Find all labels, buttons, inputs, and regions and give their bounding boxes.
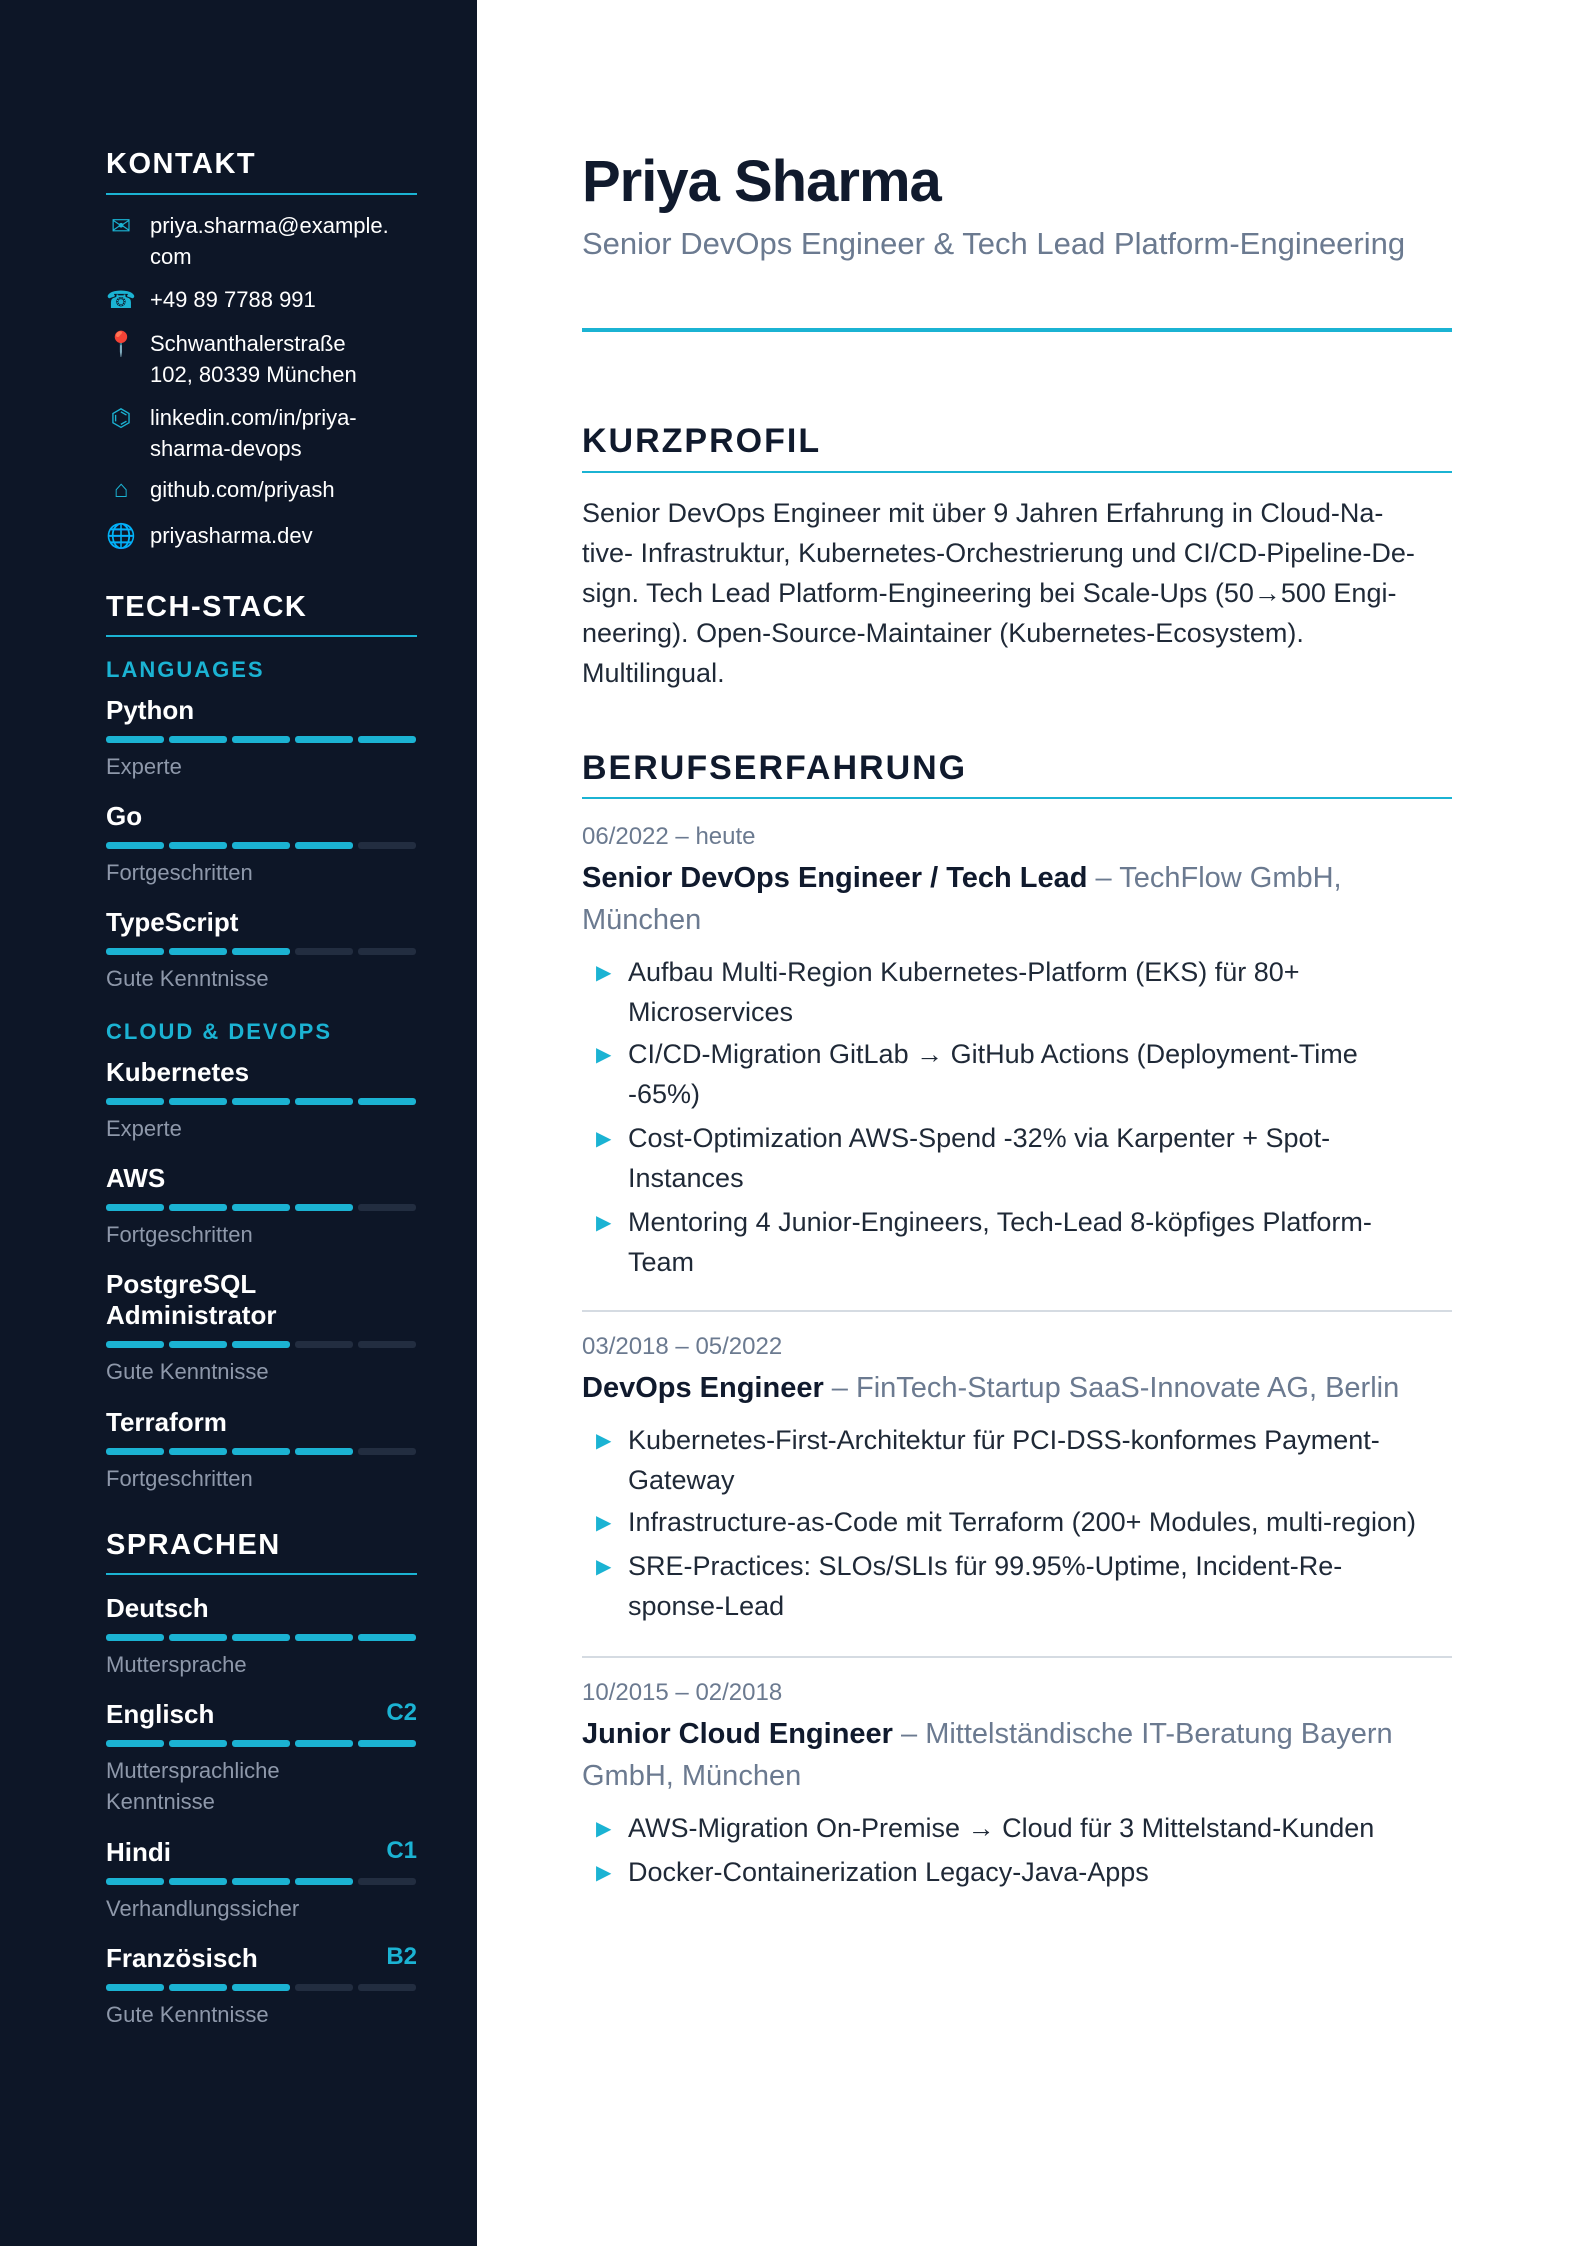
bullet-triangle-icon: ▶ [596, 1556, 612, 1578]
skill-name: Terraform [106, 1407, 227, 1437]
skill-level-text: Gute Kenntnisse [106, 1359, 269, 1384]
job-role: Junior Cloud Engineer [582, 1718, 893, 1750]
github-icon: ⌂ [113, 476, 129, 503]
skill-bar-segment [232, 1740, 290, 1747]
skill-bar-segment [169, 1878, 227, 1885]
location-pin-icon: 📍 [106, 331, 136, 358]
skill-bar-segment [295, 1878, 353, 1885]
contact-text: linkedin.com/in/priya- sharma-devops [150, 405, 357, 461]
skill-level-text: Experte [106, 754, 182, 779]
bullet-text: Kubernetes-First-Architektur für PCI-DSS-konformes Payment- Gateway [628, 1425, 1380, 1495]
bullet-triangle-icon: ▶ [596, 1818, 612, 1840]
job-date: 03/2018 – 05/2022 [582, 1333, 783, 1360]
bullet-text: Cost-Optimization AWS-Spend -32% via Karpenter + Spot- Instances [628, 1123, 1331, 1193]
skill-bar-segment [358, 1341, 416, 1348]
languages-subheading: LANGUAGES [106, 657, 265, 682]
sidebar [0, 0, 477, 2246]
linkedin-icon: ⌬ [110, 405, 132, 432]
bullet-triangle-icon: ▶ [596, 1430, 612, 1452]
skill-bar-segment [358, 1634, 416, 1641]
skill-level-text: Gute Kenntnisse [106, 966, 269, 991]
skill-level-bar [106, 1204, 417, 1211]
phone-icon: ☎ [106, 287, 136, 314]
skill-bar-segment [169, 1448, 227, 1455]
skill-bar-segment [169, 1341, 227, 1348]
contact-text: priya.sharma@example. com [150, 213, 389, 269]
skill-bar-segment [106, 1341, 164, 1348]
job-date: 06/2022 – heute [582, 823, 756, 850]
skill-level-bar [106, 1740, 417, 1747]
skill-bar-segment [358, 1984, 416, 1991]
profile-heading: KURZPROFIL [582, 422, 822, 460]
skill-level-text: Experte [106, 1116, 182, 1141]
job-separator [582, 1656, 1452, 1658]
skill-bar-segment [295, 1448, 353, 1455]
bullet-text: Mentoring 4 Junior-Engineers, Tech-Lead 8-köpfiges Platform- Team [628, 1207, 1372, 1277]
skill-level-text: Fortgeschritten [106, 1222, 253, 1247]
skill-level-bar [106, 842, 417, 849]
envelope-icon: ✉ [110, 213, 132, 240]
contact-text: github.com/priyash [150, 477, 335, 502]
skill-bar-segment [295, 1634, 353, 1641]
skill-bar-segment [358, 1740, 416, 1747]
language-level-badge: B2 [386, 1943, 417, 1970]
skill-bar-segment [358, 1878, 416, 1885]
techstack-heading: TECH-STACK [106, 591, 308, 623]
contact-text: priyasharma.dev [150, 523, 313, 548]
job-company: – FinTech-Startup SaaS-Innovate AG, Berlin [823, 1372, 1400, 1404]
skill-bar-segment [295, 1984, 353, 1991]
skill-level-bar [106, 1098, 417, 1105]
skill-bar-segment [106, 1634, 164, 1641]
skill-bar-segment [169, 1634, 227, 1641]
skill-level-text: Fortgeschritten [106, 860, 253, 885]
bullet-text: Infrastructure-as-Code mit Terraform (200+ Modules, multi-region) [628, 1507, 1417, 1537]
skill-bar-segment [106, 1448, 164, 1455]
contact-text: Schwanthalerstraße 102, 80339 München [150, 331, 357, 387]
skill-item [106, 801, 417, 885]
job-title [582, 1367, 1452, 1409]
header-divider [582, 328, 1452, 332]
bullet-triangle-icon: ▶ [596, 1512, 612, 1534]
bullet-triangle-icon: ▶ [596, 962, 612, 984]
headline: Senior DevOps Engineer & Tech Lead Platform-Engineering [582, 226, 1406, 261]
contact-text: +49 89 7788 991 [150, 287, 316, 312]
skill-level-bar [106, 1634, 417, 1641]
job-title [582, 1713, 1452, 1797]
skill-bar-segment [295, 1341, 353, 1348]
skill-bar-segment [295, 736, 353, 743]
globe-icon: 🌐 [106, 523, 136, 550]
cloud-subheading: CLOUD & DEVOPS [106, 1019, 333, 1044]
job-separator [582, 1310, 1452, 1312]
skill-level-bar [106, 1878, 417, 1885]
skill-level-text: Muttersprache [106, 1652, 247, 1677]
skill-item [106, 907, 417, 991]
profile-text: Senior DevOps Engineer mit über 9 Jahren Erfahrung in Cloud-Na- tive- Infrastruktur, Kubernetes-Orchestrierung und CI/CD-Pipeline-De- sign. Tech Lead Platform-Engineering bei Scale-Ups (50→500 Engi- neering). Open-Source-Maintainer (Kubernetes-Ecosystem). Multilingual. [582, 498, 1415, 688]
experience-heading: BERUFSERFAHRUNG [582, 749, 968, 787]
techstack-heading-divider [106, 635, 417, 637]
bullet-triangle-icon: ▶ [596, 1862, 612, 1884]
job-role: Senior DevOps Engineer / Tech Lead [582, 862, 1088, 894]
job-role: DevOps Engineer [582, 1372, 824, 1404]
skill-bar-segment [295, 842, 353, 849]
bullet-text: Aufbau Multi-Region Kubernetes-Platform (EKS) für 80+ Microservices [628, 957, 1300, 1027]
skill-bar-segment [106, 1984, 164, 1991]
skill-bar-segment [106, 1204, 164, 1211]
skill-item [106, 1057, 417, 1141]
bullet-triangle-icon: ▶ [596, 1128, 612, 1150]
skill-bar-segment [295, 1740, 353, 1747]
skill-item [106, 1407, 417, 1491]
skill-bar-segment [358, 948, 416, 955]
skill-level-text: Gute Kenntnisse [106, 2002, 269, 2027]
experience-divider [582, 797, 1452, 799]
language-level-badge: C2 [386, 1699, 417, 1726]
skill-bar-segment [106, 1098, 164, 1105]
bullet-triangle-icon: ▶ [596, 1212, 612, 1234]
skill-level-text: Verhandlungssicher [106, 1896, 300, 1921]
skill-bar-segment [232, 736, 290, 743]
skill-bar-segment [232, 1634, 290, 1641]
bullet-text: Docker-Containerization Legacy-Java-Apps [628, 1857, 1149, 1887]
skill-bar-segment [106, 736, 164, 743]
skill-bar-segment [232, 1878, 290, 1885]
skill-bar-segment [295, 1204, 353, 1211]
job-company: – Mittelständische IT-Beratung Bayern GmbH, München [582, 1718, 1393, 1792]
skill-name: Hindi [106, 1837, 171, 1867]
skill-bar-segment [358, 842, 416, 849]
skill-level-bar [106, 948, 417, 955]
skill-name: Englisch [106, 1699, 215, 1729]
languages-heading-divider [106, 1573, 417, 1575]
skill-bar-segment [295, 1098, 353, 1105]
job-company: – TechFlow GmbH, München [582, 862, 1342, 936]
skill-item [106, 1837, 417, 1921]
skill-bar-segment [169, 948, 227, 955]
skill-item [106, 1269, 417, 1384]
skill-bar-segment [169, 1740, 227, 1747]
skill-level-text: Muttersprachliche Kenntnisse [106, 1758, 280, 1814]
skill-level-bar [106, 736, 417, 743]
skill-bar-segment [232, 1341, 290, 1348]
skill-item [106, 695, 417, 779]
skill-bar-segment [169, 1098, 227, 1105]
skill-name: Python [106, 695, 195, 725]
skill-item [106, 1593, 417, 1677]
skill-bar-segment [232, 1984, 290, 1991]
skill-bar-segment [232, 948, 290, 955]
job-date: 10/2015 – 02/2018 [582, 1679, 783, 1706]
skill-level-bar [106, 1984, 417, 1991]
skill-bar-segment [232, 842, 290, 849]
contact-divider [106, 193, 417, 195]
bullet-triangle-icon: ▶ [596, 1044, 612, 1066]
job-title [582, 857, 1452, 941]
bullet-text: SRE-Practices: SLOs/SLIs für 99.95%-Uptime, Incident-Re- sponse-Lead [628, 1551, 1343, 1621]
skill-level-text: Fortgeschritten [106, 1466, 253, 1491]
skill-name: Französisch [106, 1943, 258, 1973]
skill-item [106, 1163, 417, 1247]
skill-bar-segment [106, 948, 164, 955]
skill-name: Go [106, 801, 143, 831]
language-level-badge: C1 [386, 1837, 417, 1864]
skill-name: PostgreSQL Administrator [106, 1269, 277, 1330]
skill-bar-segment [169, 1984, 227, 1991]
skill-level-bar [106, 1448, 417, 1455]
languages-heading: SPRACHEN [106, 1529, 281, 1561]
skill-bar-segment [358, 1204, 416, 1211]
skill-bar-segment [169, 1204, 227, 1211]
skill-bar-segment [232, 1204, 290, 1211]
skill-bar-segment [106, 1740, 164, 1747]
person-name: Priya Sharma [582, 149, 941, 214]
skill-name: Deutsch [106, 1593, 209, 1623]
skill-level-bar [106, 1341, 417, 1348]
skill-name: TypeScript [106, 907, 239, 937]
skill-bar-segment [358, 1098, 416, 1105]
skill-bar-segment [169, 736, 227, 743]
skill-bar-segment [106, 1878, 164, 1885]
skill-bar-segment [358, 736, 416, 743]
skill-item [106, 1943, 417, 2027]
skill-name: AWS [106, 1163, 166, 1193]
skill-bar-segment [358, 1448, 416, 1455]
skill-bar-segment [295, 948, 353, 955]
skill-bar-segment [169, 842, 227, 849]
profile-divider [582, 471, 1452, 473]
bullet-text: AWS-Migration On-Premise → Cloud für 3 Mittelstand-Kunden [628, 1813, 1375, 1843]
bullet-text: CI/CD-Migration GitLab → GitHub Actions (Deployment-Time -65%) [628, 1039, 1358, 1109]
skill-item [106, 1699, 417, 1814]
contact-heading: KONTAKT [106, 148, 257, 180]
skill-bar-segment [232, 1098, 290, 1105]
skill-bar-segment [232, 1448, 290, 1455]
skill-name: Kubernetes [106, 1057, 250, 1087]
skill-bar-segment [106, 842, 164, 849]
